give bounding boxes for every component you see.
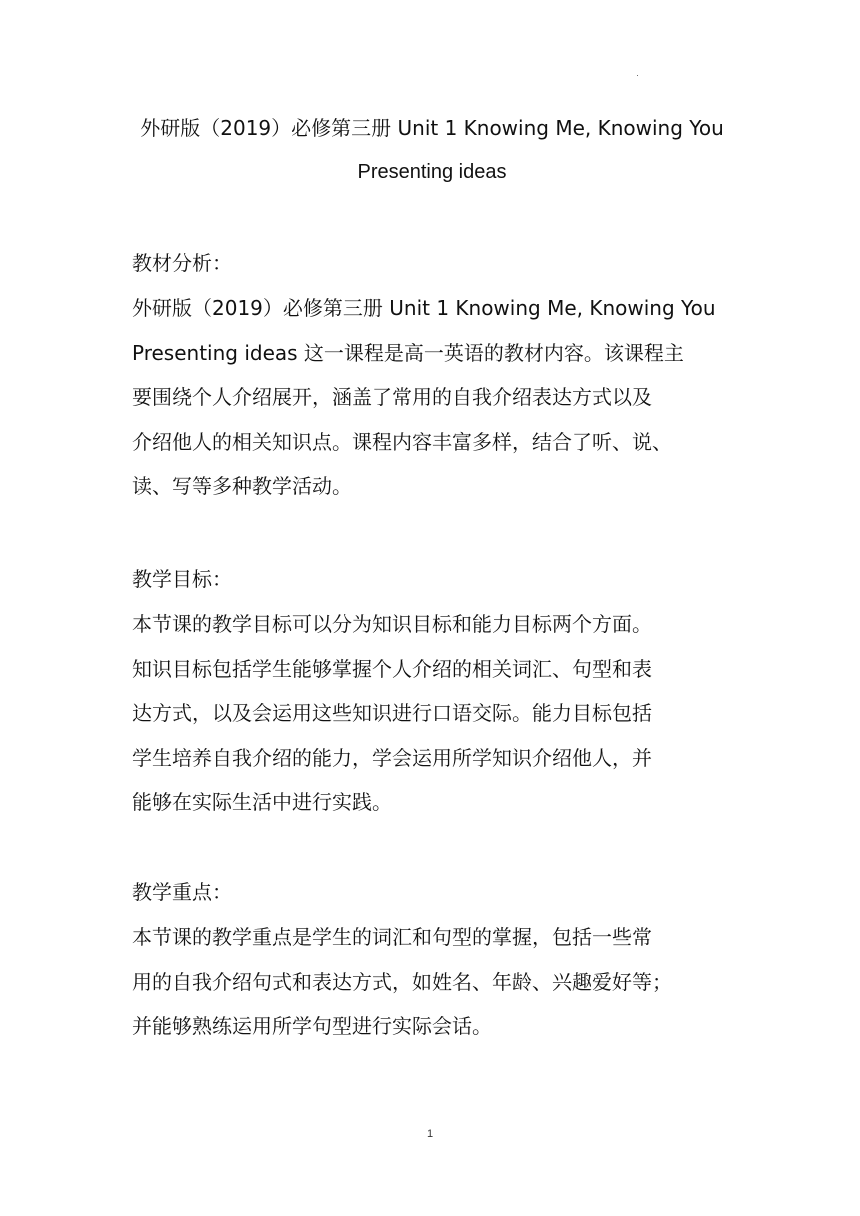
paragraph-line: Presenting ideas 这一课程是高一英语的教材内容。该课程主 (132, 340, 684, 365)
section-heading-teaching-focus: 教学重点： (132, 880, 232, 904)
page-number: 1 (426, 1128, 434, 1140)
paragraph-line: 介绍他人的相关知识点。课程内容丰富多样，结合了听、说、 (132, 429, 672, 454)
document-title-line-1: 外研版（2019）必修第三册 Unit 1 Knowing Me, Knowing You (140, 116, 724, 140)
paragraph-line: 外研版（2019）必修第三册 Unit 1 Knowing Me, Knowing You (132, 296, 716, 320)
paragraph-line: 学生培养自我介绍的能力，学会运用所学知识介绍他人，并 (132, 745, 652, 770)
paragraph-line: 本节课的教学目标可以分为知识目标和能力目标两个方面。 (132, 612, 652, 636)
section-heading-textbook-analysis: 教材分析： (132, 251, 232, 275)
paragraph-line: 用的自我介绍句式和表达方式，如姓名、年龄、兴趣爱好等； (132, 969, 672, 994)
section-body-teaching-focus (132, 915, 732, 1049)
paragraph-line: 达方式，以及会运用这些知识进行口语交际。能力目标包括 (132, 701, 652, 726)
section-body-textbook-analysis (132, 286, 732, 509)
paragraph-line: 要围绕个人介绍展开，涵盖了常用的自我介绍表达方式以及 (132, 385, 652, 410)
document-title-line-2: Presenting ideas (357, 161, 507, 183)
paragraph-line: 读、写等多种教学活动。 (132, 474, 352, 499)
paragraph-line: 能够在实际生活中进行实践。 (132, 790, 392, 815)
corner-mark: · (636, 70, 639, 80)
section-heading-teaching-objectives: 教学目标： (132, 567, 232, 591)
section-body-teaching-objectives (132, 602, 732, 825)
paragraph-line: 知识目标包括学生能够掌握个人介绍的相关词汇、句型和表 (132, 656, 652, 681)
paragraph-line: 本节课的教学重点是学生的词汇和句型的掌握，包括一些常 (132, 925, 652, 949)
paragraph-line: 并能够熟练运用所学句型进行实际会话。 (132, 1014, 492, 1039)
